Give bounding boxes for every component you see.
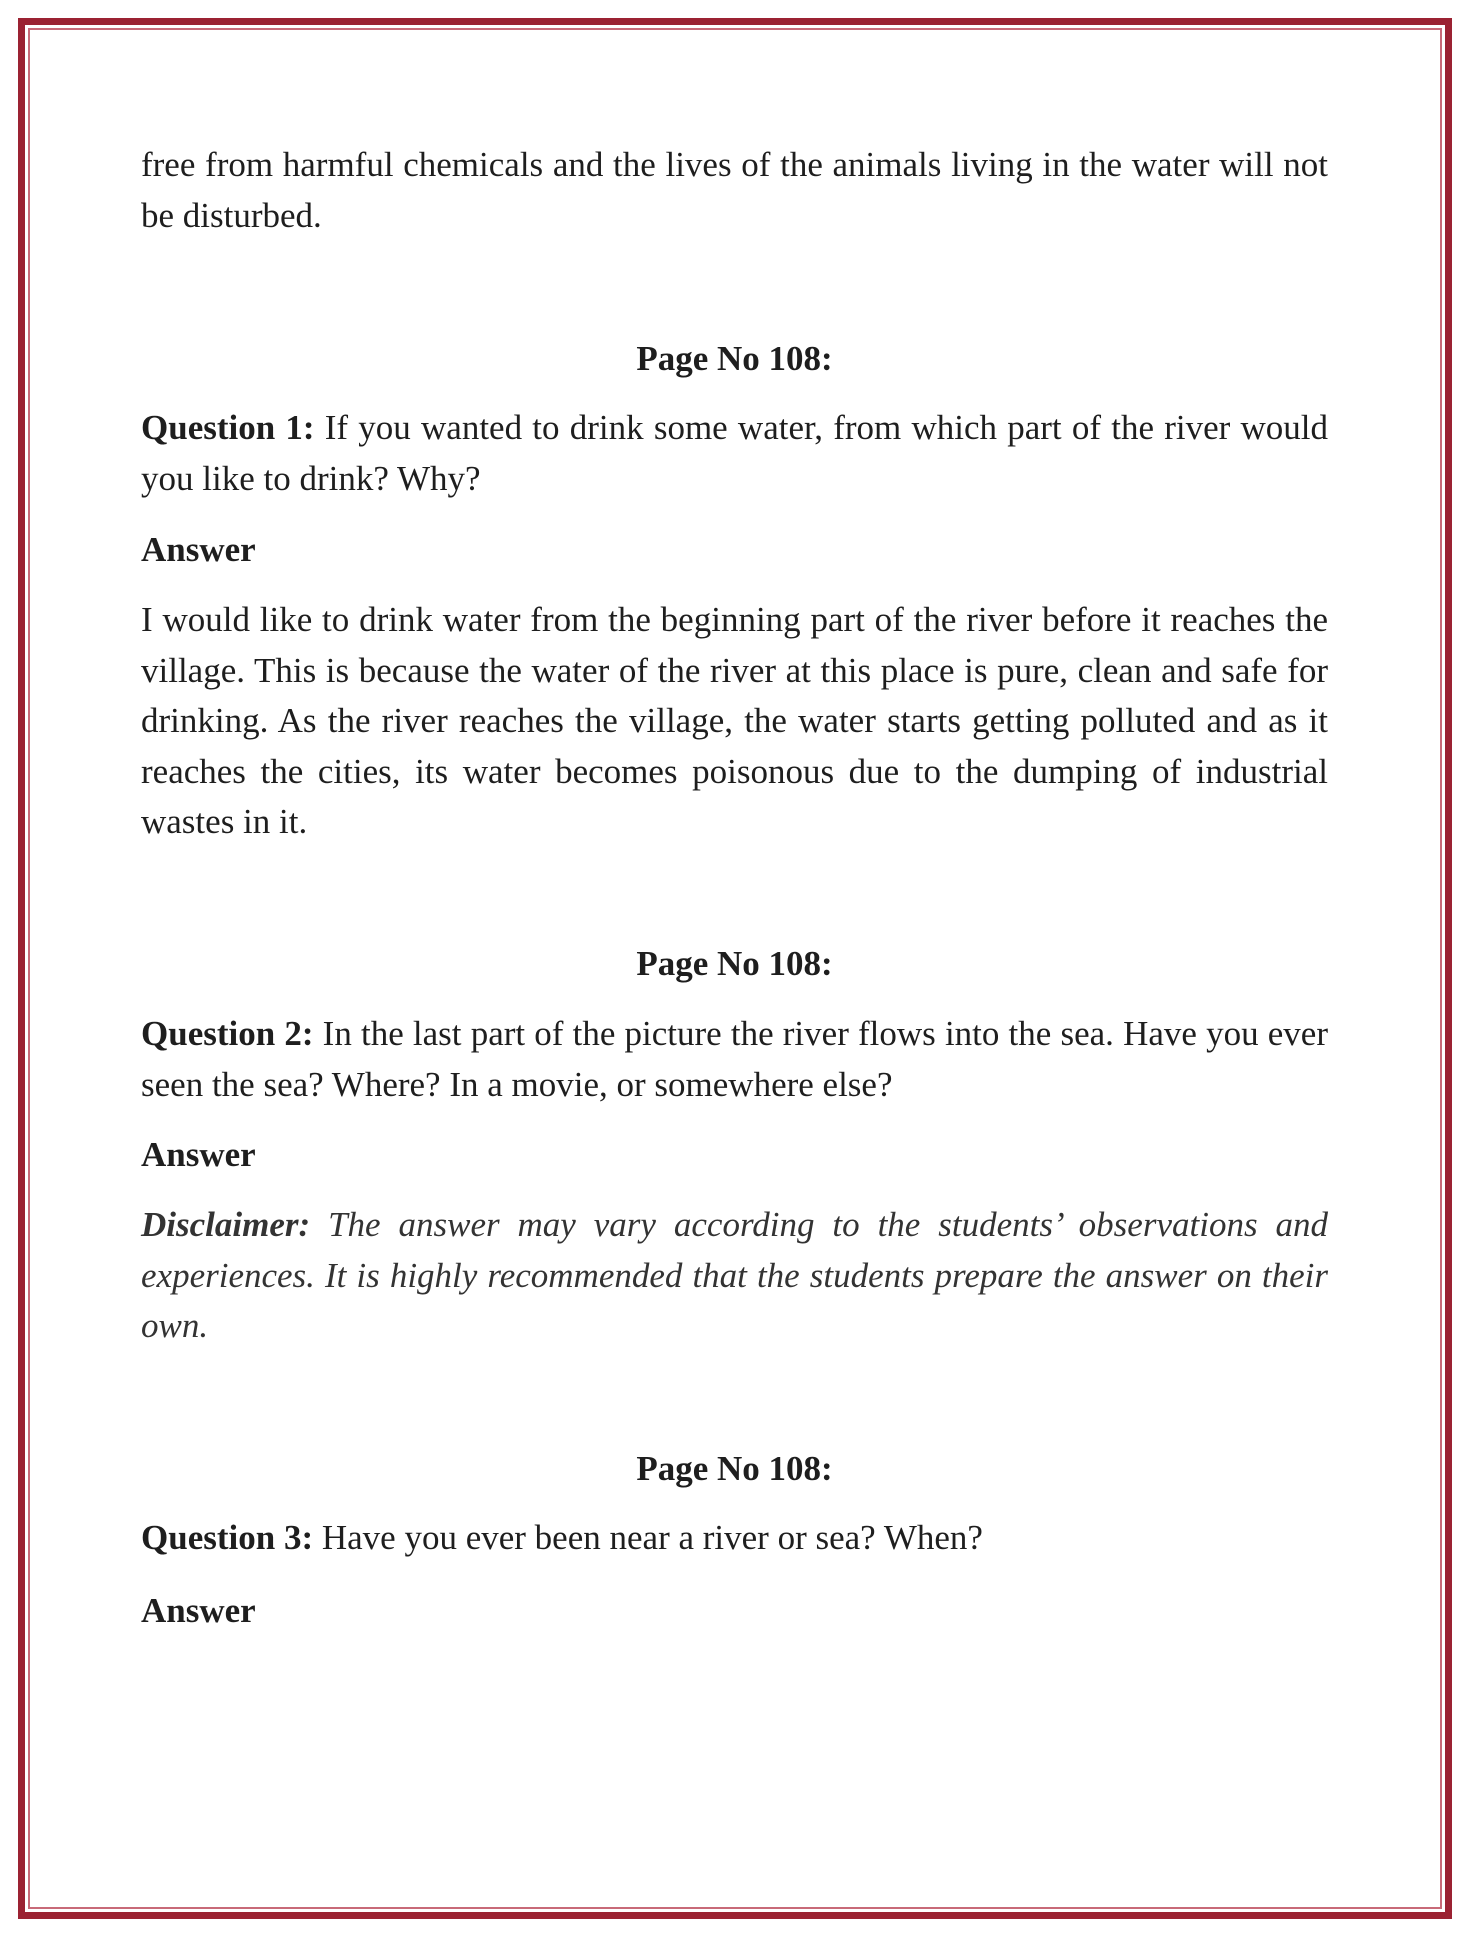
question-1-text: If you wanted to drink some water, from which part of the river would you like to drink? Why? [141, 408, 1328, 498]
answer-2-label: Answer [141, 1135, 256, 1174]
page-heading-3: Page No 108: [636, 1449, 833, 1488]
question-1-label: Question 1: [141, 408, 315, 447]
disclaimer-label: Disclaimer: [141, 1205, 311, 1244]
answer-1-text: I would like to drink water from the beginning part of the river before it reaches the village. This is because the water of the river at this place is pure, clean and safe for drinking. As the river reaches the village, the water starts getting polluted and as it reaches the cities, its water becomes poisonous due to the dumping of industrial wastes in it. [141, 600, 1328, 841]
question-3 [141, 1513, 1328, 1564]
page-heading-1: Page No 108: [636, 339, 833, 378]
page-heading-2: Page No 108: [636, 944, 833, 983]
disclaimer-text: The answer may vary according to the students’ observations and experiences. It is highly recommended that the students prepare the answer on their own. [141, 1205, 1328, 1345]
answer-3-label: Answer [141, 1591, 256, 1630]
question-2 [141, 1009, 1328, 1110]
question-2-text: In the last part of the picture the river flows into the sea. Have you ever seen the sea? Where? In a movie, or somewhere else? [141, 1014, 1328, 1104]
disclaimer [141, 1200, 1328, 1352]
question-1 [141, 403, 1328, 504]
answer-1-label: Answer [141, 530, 256, 569]
question-3-label: Question 3: [141, 1518, 314, 1557]
question-2-label: Question 2: [141, 1014, 314, 1053]
question-3-text: Have you ever been near a river or sea? When? [313, 1518, 983, 1557]
continuation-paragraph: free from harmful chemicals and the lives of the animals living in the water will not be disturbed. [141, 145, 1328, 235]
